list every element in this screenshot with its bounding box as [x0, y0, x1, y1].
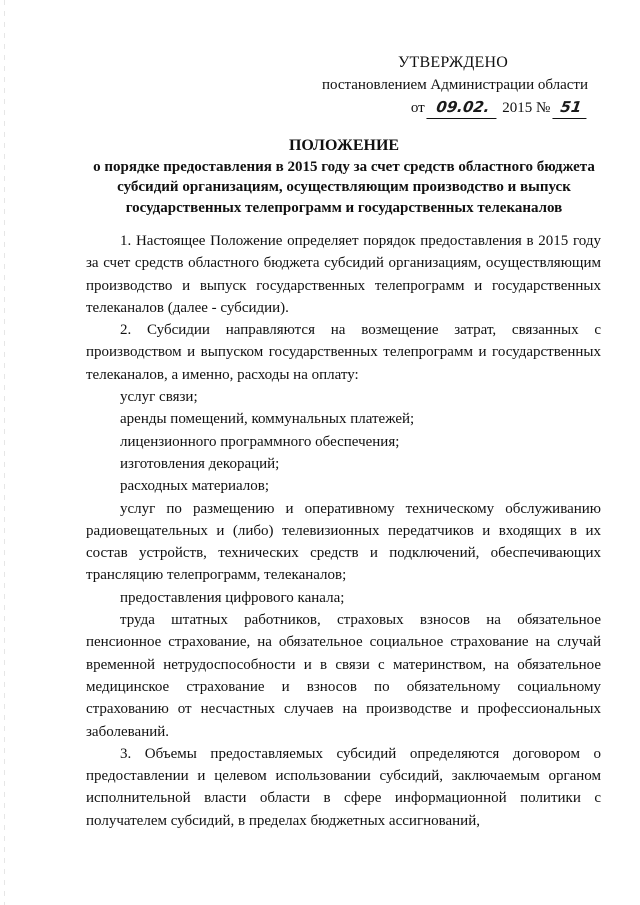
document-body	[86, 230, 601, 832]
paragraph-2: 2. Субсидии направляются на возмещение затрат, связанных с производством и выпуском государственных телепрограмм и государственных телеканалов, а именно, расходы на оплату:	[86, 322, 601, 383]
paragraph-3: 3. Объемы предоставляемых субсидий определяются договором о предоставлении и целевом использовании субсидий, заключаемым органом исполнительной власти области в сфере информационной политики с получателем субсидий, в пределах бюджетных ассигнований,	[86, 745, 601, 829]
document-subtitle-line-3: государственных телепрограмм и государственных телеканалов	[125, 199, 563, 216]
list-item: изготовления декораций;	[120, 455, 280, 472]
approved-label: УТВЕРЖДЕНО	[397, 54, 508, 71]
approval-date-line	[288, 96, 588, 119]
handwritten-date: 09.02.	[427, 96, 500, 119]
approval-block	[288, 52, 588, 119]
document-subtitle-line-2: субсидий организациям, осуществляющим производство и выпуск	[117, 179, 571, 195]
list-item: услуг по размещению и оперативному техническому обслуживанию радиовещательных и (либо) телевизионных передатчиков и входящих в их состав устройств, технических средств и подключений, обеспечивающих трансляцию телепрограмм, телеканалов;	[86, 500, 601, 584]
list-item: труда штатных работников, страховых взносов на обязательное пенсионное страхование, на обязательное социальное страхование на случай временной нетрудоспособности и в связи с материнством, на обязательное медицинское страхование и взносов по обязательному социальному страхованию от несчастных случаев на производстве и профессиональных заболеваний.	[86, 612, 601, 740]
date-prefix: от	[410, 100, 425, 116]
handwritten-number: 51	[552, 96, 589, 119]
document-subtitle-line-1: о порядке предоставления в 2015 году за счет средств областного бюджета	[93, 158, 595, 175]
document-title-block	[78, 136, 610, 218]
approval-resolution-line: постановлением Администрации области	[321, 77, 588, 93]
list-item: лицензионного программного обеспечения;	[120, 433, 400, 450]
list-item: услуг связи;	[120, 389, 198, 406]
approval-year: 2015 №	[502, 100, 551, 116]
paragraph-1: 1. Настоящее Положение определяет порядок предоставления в 2015 году за счет средств областного бюджета субсидий организациям, осуществляющим производство и выпуск государственных телепрограмм и государственных телеканалов (далее - субсидии).	[86, 233, 601, 316]
list-item: аренды помещений, коммунальных платежей;	[120, 411, 415, 428]
list-item: предоставления цифрового канала;	[120, 589, 345, 606]
scan-edge-artifact	[4, 0, 5, 905]
document-heading: ПОЛОЖЕНИЕ	[288, 137, 400, 154]
list-item: расходных материалов;	[120, 478, 270, 495]
